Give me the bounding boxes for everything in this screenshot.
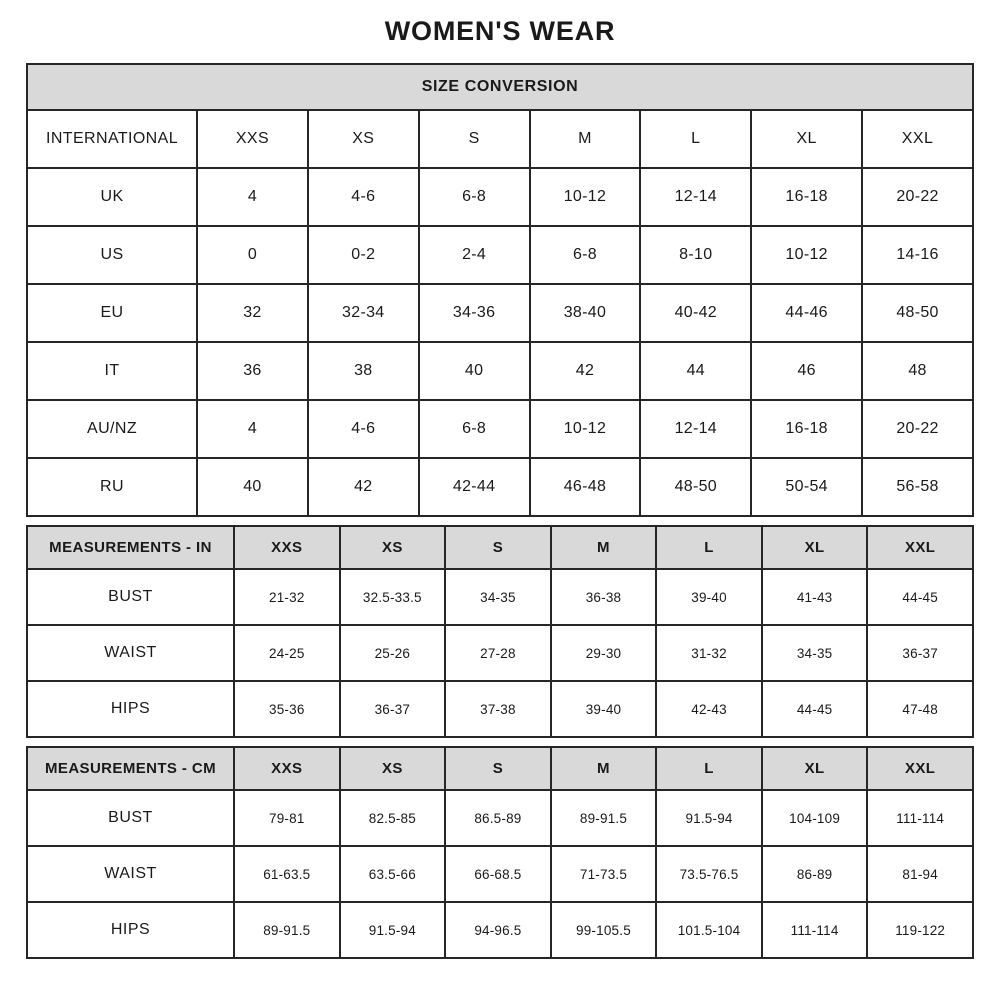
size-value: 39-40	[656, 569, 762, 625]
row-label: RU	[27, 458, 197, 516]
column-header: XXL	[867, 526, 973, 569]
size-value: 29-30	[551, 625, 657, 681]
size-value: 44-45	[762, 681, 868, 737]
table-title-row	[27, 64, 973, 110]
column-header: L	[656, 526, 762, 569]
size-value: 46	[751, 342, 862, 400]
size-conversion-title: SIZE CONVERSION	[27, 64, 973, 110]
size-value: 91.5-94	[340, 902, 446, 958]
size-value: 91.5-94	[656, 790, 762, 846]
size-value: 32	[197, 284, 308, 342]
size-value: 27-28	[445, 625, 551, 681]
size-value: 46-48	[530, 458, 641, 516]
size-value: 10-12	[530, 168, 641, 226]
size-value: 94-96.5	[445, 902, 551, 958]
column-header: XS	[340, 526, 446, 569]
size-value: 42	[308, 458, 419, 516]
size-value: 0	[197, 226, 308, 284]
size-value: 48	[862, 342, 973, 400]
size-value: 34-35	[445, 569, 551, 625]
row-label: BUST	[27, 569, 234, 625]
column-header: XL	[751, 110, 862, 168]
column-header: XS	[308, 110, 419, 168]
row-label: IT	[27, 342, 197, 400]
size-value: 104-109	[762, 790, 868, 846]
column-header: L	[656, 747, 762, 790]
measurements-in-header-row	[27, 526, 973, 569]
size-value: 4-6	[308, 168, 419, 226]
size-value: 10-12	[751, 226, 862, 284]
size-value: 79-81	[234, 790, 340, 846]
row-label: WAIST	[27, 625, 234, 681]
size-value: 38	[308, 342, 419, 400]
column-header: M	[551, 526, 657, 569]
header-label: MEASUREMENTS - CM	[27, 747, 234, 790]
column-header: S	[445, 747, 551, 790]
measurements-cm-header-row	[27, 747, 973, 790]
size-value: 89-91.5	[551, 790, 657, 846]
column-header: XXL	[867, 747, 973, 790]
size-value: 63.5-66	[340, 846, 446, 902]
size-value: 111-114	[762, 902, 868, 958]
size-value: 10-12	[530, 400, 641, 458]
size-value: 42-43	[656, 681, 762, 737]
size-value: 41-43	[762, 569, 868, 625]
row-label: UK	[27, 168, 197, 226]
table-row	[27, 846, 973, 902]
size-value: 25-26	[340, 625, 446, 681]
header-label: INTERNATIONAL	[27, 110, 197, 168]
size-value: 36	[197, 342, 308, 400]
size-value: 20-22	[862, 168, 973, 226]
row-label: HIPS	[27, 681, 234, 737]
size-value: 40	[197, 458, 308, 516]
size-value: 56-58	[862, 458, 973, 516]
table-row	[27, 226, 973, 284]
size-value: 44-45	[867, 569, 973, 625]
column-header: M	[530, 110, 641, 168]
size-value: 6-8	[419, 168, 530, 226]
table-row	[27, 625, 973, 681]
column-header: XL	[762, 747, 868, 790]
size-value: 81-94	[867, 846, 973, 902]
table-row	[27, 681, 973, 737]
table-row	[27, 400, 973, 458]
size-value: 101.5-104	[656, 902, 762, 958]
size-value: 35-36	[234, 681, 340, 737]
column-header: S	[419, 110, 530, 168]
size-conversion-table	[26, 63, 974, 517]
header-label: MEASUREMENTS - IN	[27, 526, 234, 569]
page-title: WOMEN'S WEAR	[384, 16, 616, 46]
column-header: XXS	[234, 526, 340, 569]
size-value: 21-32	[234, 569, 340, 625]
size-value: 0-2	[308, 226, 419, 284]
size-value: 6-8	[419, 400, 530, 458]
row-label: BUST	[27, 790, 234, 846]
table-row	[27, 790, 973, 846]
measurements-cm-table	[26, 746, 974, 959]
column-header: XS	[340, 747, 446, 790]
size-value: 37-38	[445, 681, 551, 737]
row-label: EU	[27, 284, 197, 342]
size-value: 99-105.5	[551, 902, 657, 958]
size-value: 16-18	[751, 168, 862, 226]
size-value: 50-54	[751, 458, 862, 516]
size-value: 32-34	[308, 284, 419, 342]
size-value: 4	[197, 400, 308, 458]
row-label: HIPS	[27, 902, 234, 958]
size-value: 31-32	[656, 625, 762, 681]
size-value: 47-48	[867, 681, 973, 737]
size-conversion-header-row	[27, 110, 973, 168]
size-value: 12-14	[640, 400, 751, 458]
size-value: 14-16	[862, 226, 973, 284]
size-value: 36-37	[867, 625, 973, 681]
size-value: 16-18	[751, 400, 862, 458]
size-value: 89-91.5	[234, 902, 340, 958]
size-value: 12-14	[640, 168, 751, 226]
size-value: 4-6	[308, 400, 419, 458]
size-value: 36-38	[551, 569, 657, 625]
size-value: 82.5-85	[340, 790, 446, 846]
measurements-in-table	[26, 525, 974, 738]
size-value: 34-36	[419, 284, 530, 342]
table-row	[27, 168, 973, 226]
size-value: 40-42	[640, 284, 751, 342]
size-value: 36-37	[340, 681, 446, 737]
size-value: 86.5-89	[445, 790, 551, 846]
size-value: 44	[640, 342, 751, 400]
size-value: 86-89	[762, 846, 868, 902]
size-value: 66-68.5	[445, 846, 551, 902]
size-value: 24-25	[234, 625, 340, 681]
size-value: 20-22	[862, 400, 973, 458]
size-value: 4	[197, 168, 308, 226]
size-value: 42	[530, 342, 641, 400]
size-value: 38-40	[530, 284, 641, 342]
size-value: 42-44	[419, 458, 530, 516]
table-row	[27, 569, 973, 625]
size-value: 34-35	[762, 625, 868, 681]
size-value: 40	[419, 342, 530, 400]
column-header: L	[640, 110, 751, 168]
row-label: WAIST	[27, 846, 234, 902]
table-row	[27, 902, 973, 958]
size-value: 2-4	[419, 226, 530, 284]
table-row	[27, 458, 973, 516]
row-label: AU/NZ	[27, 400, 197, 458]
column-header: S	[445, 526, 551, 569]
row-label: US	[27, 226, 197, 284]
column-header: M	[551, 747, 657, 790]
size-value: 32.5-33.5	[340, 569, 446, 625]
table-row	[27, 284, 973, 342]
column-header: XXS	[234, 747, 340, 790]
size-value: 61-63.5	[234, 846, 340, 902]
table-row	[27, 342, 973, 400]
size-value: 48-50	[862, 284, 973, 342]
size-value: 8-10	[640, 226, 751, 284]
size-value: 48-50	[640, 458, 751, 516]
column-header: XL	[762, 526, 868, 569]
size-value: 44-46	[751, 284, 862, 342]
size-value: 39-40	[551, 681, 657, 737]
size-value: 73.5-76.5	[656, 846, 762, 902]
size-value: 71-73.5	[551, 846, 657, 902]
column-header: XXS	[197, 110, 308, 168]
size-value: 111-114	[867, 790, 973, 846]
size-value: 119-122	[867, 902, 973, 958]
size-value: 6-8	[530, 226, 641, 284]
column-header: XXL	[862, 110, 973, 168]
